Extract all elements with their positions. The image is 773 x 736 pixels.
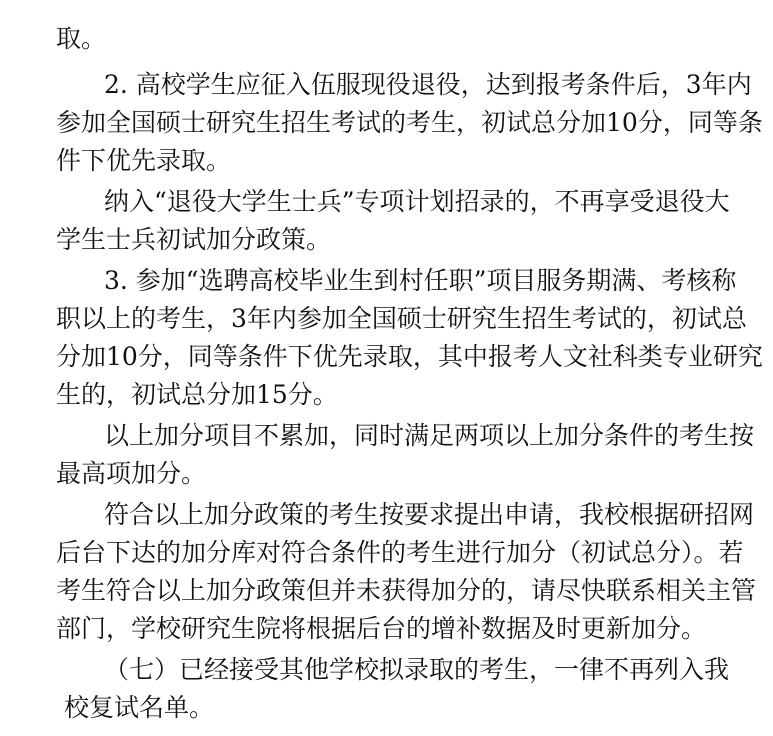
text-line: 以上加分项目不累加，同时满足两项以上加分条件的考生按: [104, 421, 755, 450]
text-line: 考生符合以上加分政策但并未获得加分的，请尽快联系相关主管: [56, 576, 757, 605]
text-line: 符合以上加分政策的考生按要求提出申请，我校根据研招网: [104, 500, 755, 529]
text-line: 后台下达的加分库对符合条件的考生进行加分（初试总分）。若: [56, 538, 744, 567]
text-line: 纳入“退役大学生士兵”专项计划招录的，不再享受退役大: [104, 187, 730, 216]
text-line: 参加全国硕士研究生招生考试的考生，初试总分加10分，同等条: [56, 108, 763, 137]
text-line: 件下优先录取。: [56, 146, 232, 175]
text-line: 生的，初试总分加15分。: [56, 380, 338, 409]
text-line: 取。: [56, 24, 107, 53]
text-line: 2. 高校学生应征入伍服现役退役，达到报考条件后，3年内: [104, 70, 752, 99]
text-line: 分加10分，同等条件下优先录取，其中报考人文社科类专业研究: [56, 342, 763, 371]
text-line: 最高项加分。: [56, 459, 207, 488]
text-line: 校复试名单。: [64, 693, 215, 722]
text-line: 部门，学校研究生院将根据后台的增补数据及时更新加分。: [56, 614, 707, 643]
section-heading-line: （七）已经接受其他学校拟录取的考生，一律不再列入我: [104, 655, 730, 684]
text-line: 学生士兵初试加分政策。: [56, 225, 332, 254]
text-line: 3. 参加“选聘高校毕业生到村任职”项目服务期满、考核称: [104, 266, 737, 295]
text-line: 职以上的考生，3年内参加全国硕士研究生招生考试的，初试总: [56, 304, 747, 333]
